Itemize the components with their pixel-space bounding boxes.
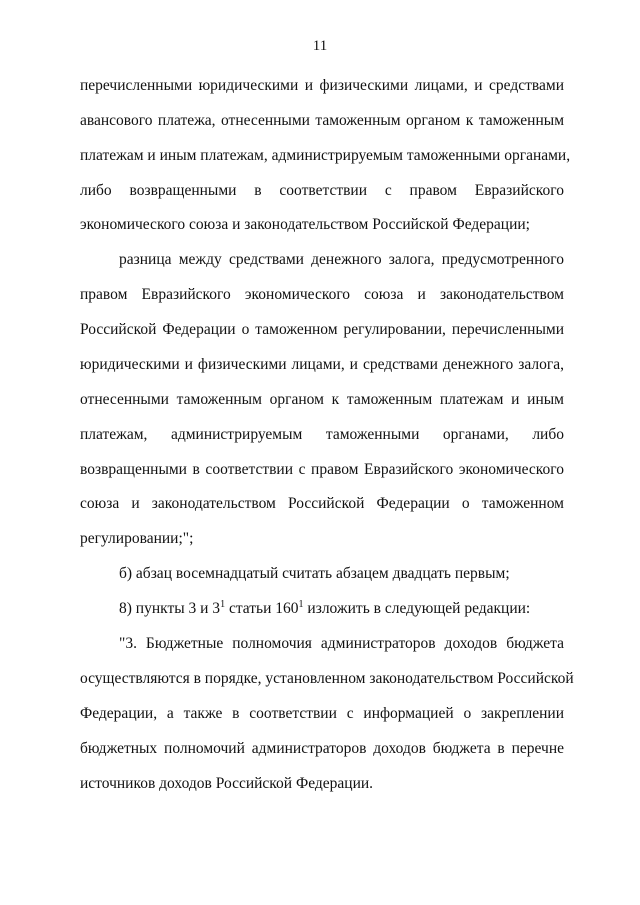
text-line: отнесенными таможенным органом к таможенным платежам и иным	[80, 391, 564, 408]
text-line: союза и законодательством Российской Федерации о таможенном	[80, 495, 564, 512]
text-line: Российской Федерации о таможенном регулировании, перечисленными	[80, 321, 564, 338]
item-8-text: 8) пункты 3 и 3	[119, 600, 221, 617]
text-line: экономического союза и законодательством Российской Федерации;	[80, 216, 530, 233]
text-line: либо возвращенными в соответствии с правом Евразийского	[80, 182, 564, 199]
text-line: бюджетных полномочий администраторов доходов бюджета в перечне	[80, 740, 564, 757]
text-line: возвращенными в соответствии с правом Евразийского экономического	[80, 461, 564, 478]
superscript: 1	[220, 599, 226, 610]
text-line: платежам и иным платежам, администрируемым таможенными органами,	[80, 147, 571, 164]
item-8-text: статьи 160	[225, 600, 299, 617]
text-line: платежам, администрируемым таможенными органами, либо	[80, 426, 564, 443]
superscript: 1	[298, 599, 304, 610]
text-line: Федерации, а также в соответствии с информацией о закреплении	[80, 705, 564, 722]
text-line: регулировании;";	[80, 530, 194, 547]
item-8-line	[119, 599, 564, 619]
paragraph-first-line: "3. Бюджетные полномочия администраторов доходов бюджета	[119, 635, 564, 652]
paragraph-first-line: разница между средствами денежного залога, предусмотренного	[119, 251, 564, 268]
page-number: 11	[312, 38, 328, 54]
text-line: источников доходов Российской Федерации.	[80, 775, 374, 792]
text-line: правом Евразийского экономического союза и законодательством	[80, 286, 564, 303]
text-line: авансового платежа, отнесенными таможенным органом к таможенным	[80, 112, 564, 129]
item-8-text: изложить в следующей редакции:	[303, 600, 531, 617]
text-line: осуществляются в порядке, установленном законодательством Российской	[80, 670, 574, 687]
text-line: юридическими и физическими лицами, и средствами денежного залога,	[80, 356, 564, 373]
text-line: перечисленными юридическими и физическими лицами, и средствами	[80, 77, 564, 94]
paragraph-first-line: б) абзац восемнадцатый считать абзацем двадцать первым;	[119, 565, 510, 582]
